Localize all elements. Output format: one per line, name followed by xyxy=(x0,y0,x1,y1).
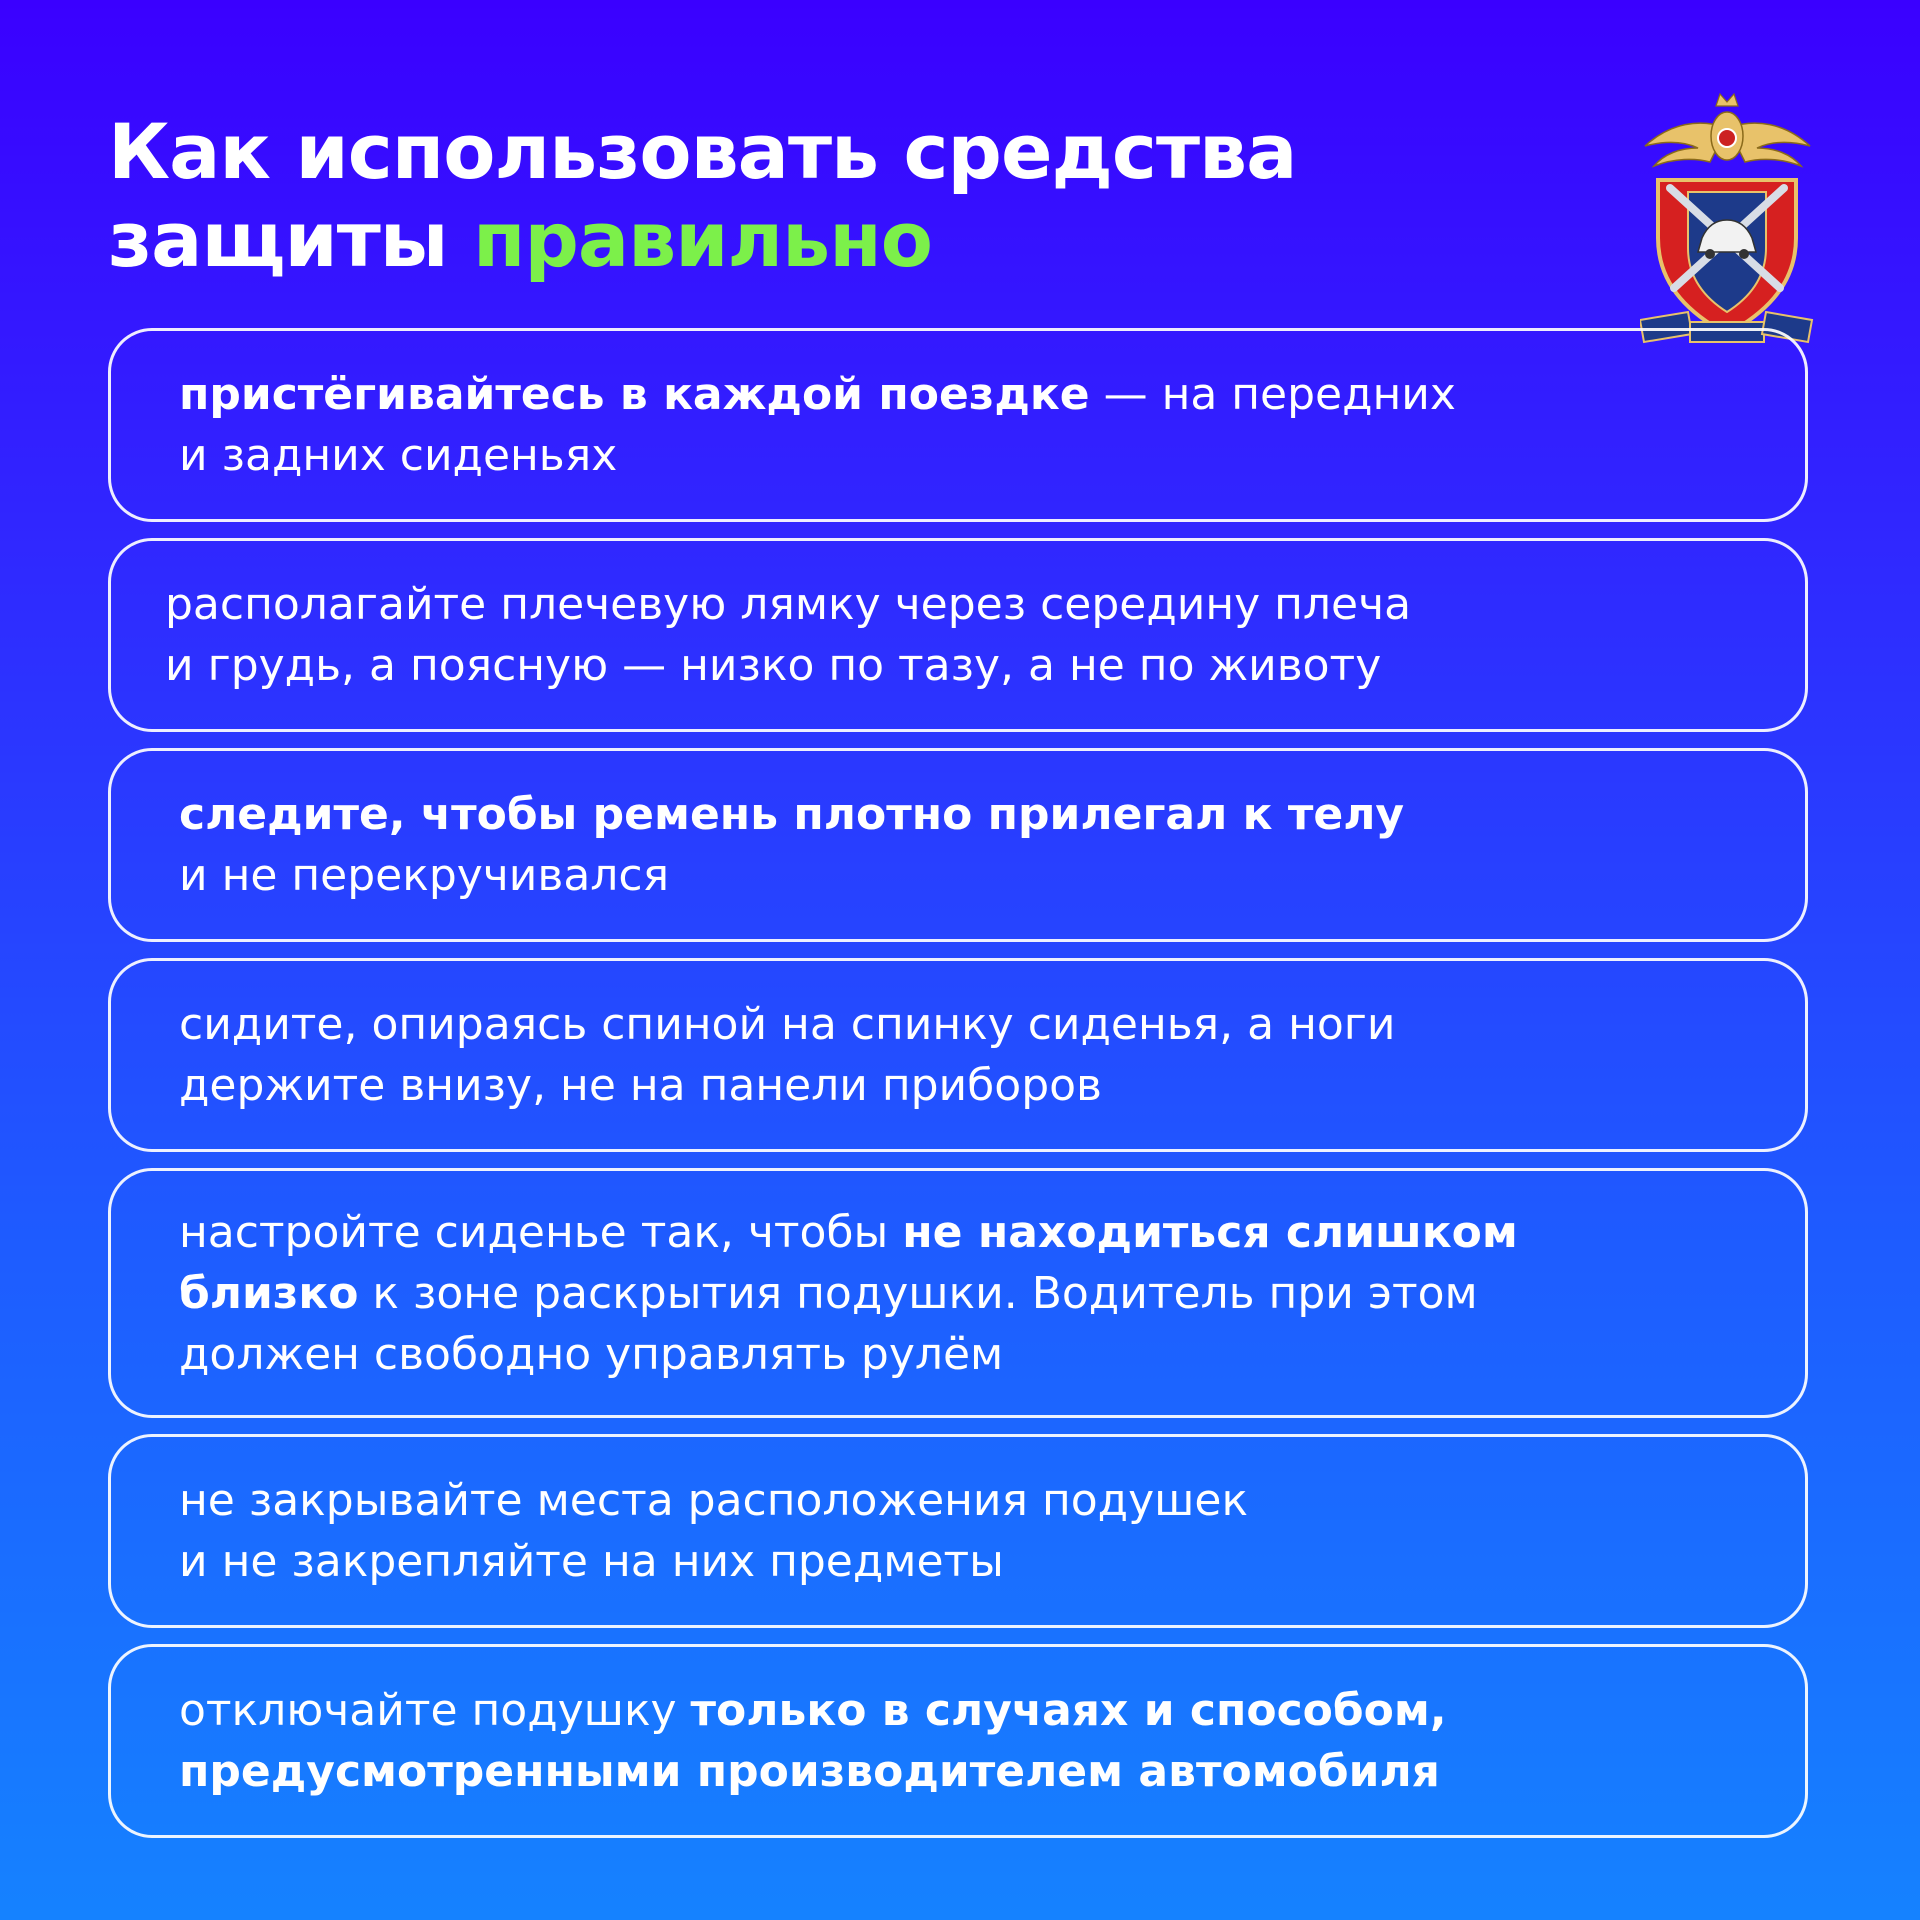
tip-text: отключайте подушку только в случаях и способом, предусмотренными производителем автомобиля xyxy=(179,1685,1447,1797)
tip-card-airbag-clear xyxy=(108,1434,1808,1628)
title-line-1: Как использовать средства xyxy=(108,107,1297,196)
tips-list xyxy=(108,328,1808,1854)
title-accent: правильно xyxy=(472,195,932,284)
tip-text: располагайте плечевую лямку через середину плеча и грудь, а поясную — низко по тазу, а не по животу xyxy=(165,579,1412,691)
title-line-2-plain: защиты xyxy=(108,195,448,284)
tip-card-airbag-disable xyxy=(108,1644,1808,1838)
tip-bold: следите, чтобы ремень плотно прилегал к телу xyxy=(179,789,1405,840)
tip-text: сидите, опираясь спиной на спинку сиденья, а ноги держите внизу, не на панели приборов xyxy=(179,999,1396,1111)
page-title xyxy=(108,108,1508,284)
tip-text: настройте сиденье так, чтобы не находиться слишком близко к зоне раскрытия подушки. Водитель при этом должен свободно управлять рулём xyxy=(179,1206,1518,1380)
tip-card-seat-adjust xyxy=(108,1168,1808,1418)
tip-card-belt-tight xyxy=(108,748,1808,942)
tip-text: пристёгивайтесь в каждой поездке — на передних и задних сиденьях xyxy=(179,369,1456,481)
tip-card-sitting-posture xyxy=(108,958,1808,1152)
tip-text: не закрывайте места расположения подушек и не закрепляйте на них предметы xyxy=(179,1475,1249,1587)
tip-card-seatbelt-every-trip xyxy=(108,328,1808,522)
tip-card-belt-position xyxy=(108,538,1808,732)
police-emblem-icon xyxy=(1640,88,1815,353)
tip-text: следите, чтобы ремень плотно прилегал к телу и не перекручивался xyxy=(179,789,1405,901)
tip-bold: пристёгивайтесь в каждой поездке xyxy=(179,369,1090,420)
